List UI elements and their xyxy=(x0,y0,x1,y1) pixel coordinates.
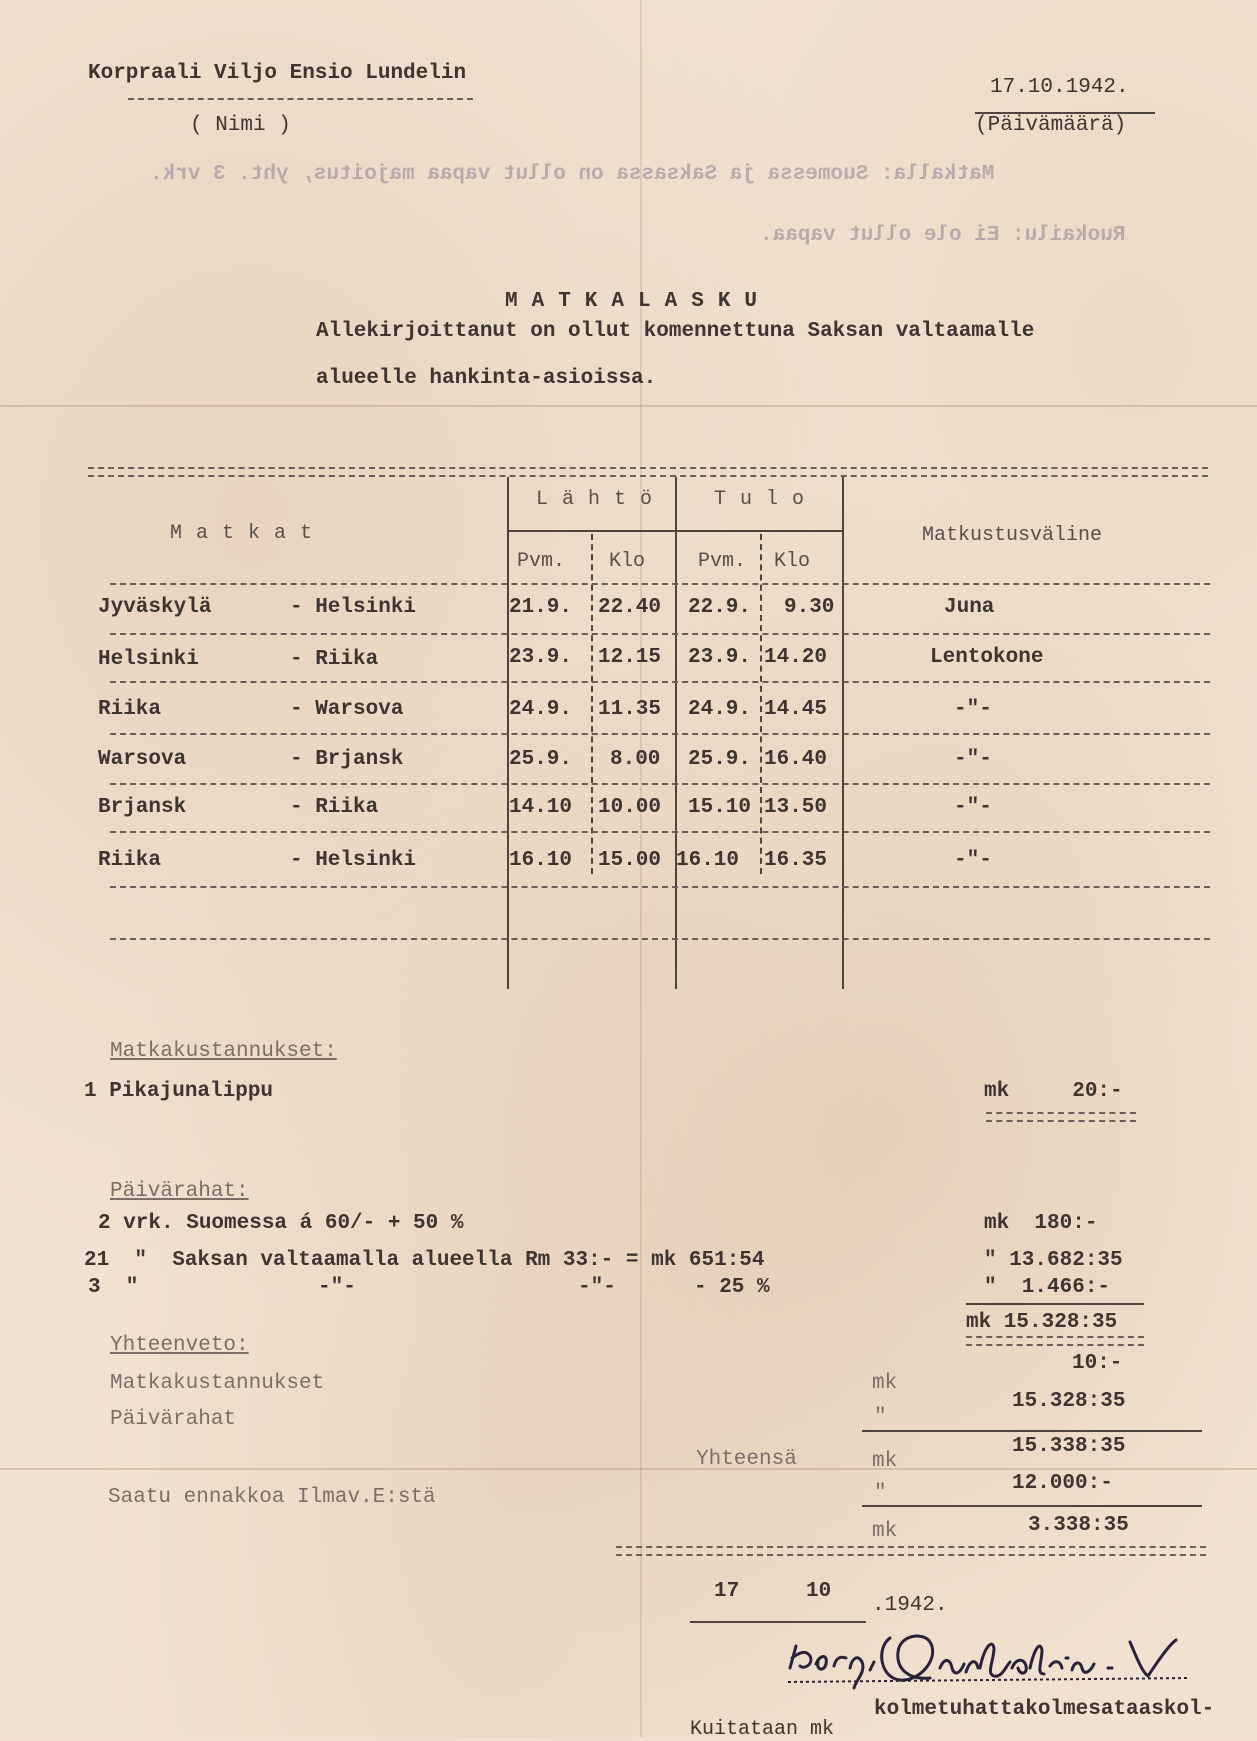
document-title: MATKALASKU xyxy=(505,290,772,313)
col-header-klo: Klo xyxy=(609,550,646,573)
summary-balance-unit: mk xyxy=(872,1520,898,1543)
date-label: (Päivämäärä) xyxy=(975,114,1127,137)
summary-costs-unit: mk xyxy=(872,1372,898,1395)
cell-vehicle: -"- xyxy=(954,698,992,721)
sign-date-month: 10 xyxy=(806,1580,832,1603)
cost-item: 1 Pikajunalippu xyxy=(84,1080,274,1103)
allowance-line-ditto: -"- xyxy=(318,1276,356,1299)
person-name: Korpraali Viljo Ensio Lundelin xyxy=(88,62,467,85)
row-rule xyxy=(110,886,1210,888)
cell-dep-date: 16.10 xyxy=(509,849,573,872)
table-divider xyxy=(760,534,762,874)
purpose-line: Allekirjoittanut on ollut komennettuna Saksan valtaamalle xyxy=(316,320,1035,343)
cell-dep-date: 25.9. xyxy=(509,748,573,771)
allowance-line-ditto: -"- xyxy=(578,1276,616,1299)
cell-to: - Helsinki xyxy=(290,596,417,619)
bleed-through-text: Matkalla: Suomessa ja Saksassa on ollut vapaa majoitus, yht. 3 vrk. xyxy=(150,163,995,186)
summary-allowance-unit: " xyxy=(874,1406,887,1429)
cell-to: - Warsova xyxy=(290,698,404,721)
row-rule xyxy=(110,733,1210,735)
cell-arr-date: 22.9. xyxy=(688,596,752,619)
row-rule xyxy=(110,783,1210,785)
sum-rule xyxy=(862,1505,1202,1507)
double-rule xyxy=(966,1336,1144,1346)
cell-vehicle: Juna xyxy=(944,596,995,619)
cell-from: Jyväskylä xyxy=(98,596,212,619)
purpose-line: alueelle hankinta-asioissa. xyxy=(316,367,657,390)
allowances-total: mk 15.328:35 xyxy=(966,1311,1118,1334)
bleed-through-text: Ruokailu: Ei ole ollut vapaa. xyxy=(760,224,1126,247)
cell-from: Brjansk xyxy=(98,796,187,819)
cell-dep-time: 12.15 xyxy=(598,646,662,669)
cell-arr-time: 14.20 xyxy=(764,646,828,669)
table-divider xyxy=(591,534,593,874)
cell-to: - Helsinki xyxy=(290,849,417,872)
cell-dep-date: 23.9. xyxy=(509,646,573,669)
cell-dep-time: 10.00 xyxy=(598,796,662,819)
cell-dep-time: 11.35 xyxy=(598,698,662,721)
fold-line xyxy=(0,1468,1257,1470)
cell-dep-time: 15.00 xyxy=(598,849,662,872)
cell-to: - Riika xyxy=(290,648,379,671)
allowance-line-ditto: - 25 % xyxy=(694,1276,770,1299)
cell-arr-time: 14.45 xyxy=(764,698,828,721)
col-header-pvm: Pvm. xyxy=(698,550,747,573)
underline xyxy=(128,98,473,100)
allowance-amount: mk 180:- xyxy=(984,1212,1098,1235)
cell-vehicle: -"- xyxy=(954,796,992,819)
cell-arr-date: 16.10 xyxy=(676,849,740,872)
summary-heading: Yhteenveto: xyxy=(110,1334,249,1357)
document-date: 17.10.1942. xyxy=(990,76,1129,99)
receipt-label: Kuitataan mk xyxy=(690,1718,835,1741)
cell-from: Warsova xyxy=(98,748,187,771)
cell-arr-time: 9.30 xyxy=(784,596,835,619)
table-top-rule xyxy=(88,467,1208,477)
cell-from: Riika xyxy=(98,698,162,721)
header-rule xyxy=(507,530,842,532)
cell-arr-date: 15.10 xyxy=(688,796,752,819)
col-header-lahto: Lähtö xyxy=(536,488,667,511)
cell-dep-date: 14.10 xyxy=(509,796,573,819)
cell-dep-time: 8.00 xyxy=(610,748,661,771)
receipt-text: kolmetuhattakolmesataaskol- xyxy=(874,1698,1215,1721)
allowance-amount: " 1.466:- xyxy=(984,1276,1111,1299)
row-rule xyxy=(110,938,1210,940)
summary-advance-unit: " xyxy=(874,1482,887,1505)
double-rule xyxy=(616,1546,1206,1556)
sign-date-year: .1942. xyxy=(872,1594,948,1617)
cell-arr-time: 16.40 xyxy=(764,748,828,771)
col-header-pvm: Pvm. xyxy=(517,550,566,573)
summary-total-label: Yhteensä xyxy=(696,1448,797,1471)
cell-vehicle: -"- xyxy=(954,849,992,872)
double-rule xyxy=(986,1112,1136,1122)
cell-arr-time: 13.50 xyxy=(764,796,828,819)
cell-to: - Brjansk xyxy=(290,748,404,771)
allowance-line: 21 " Saksan valtaamalla alueella Rm 33:- = mk 651:54 xyxy=(84,1249,765,1272)
summary-costs-amount: 10:- xyxy=(1072,1352,1123,1375)
allowances-heading: Päivärahat: xyxy=(110,1180,249,1203)
cell-dep-time: 22.40 xyxy=(598,596,662,619)
cell-from: Helsinki xyxy=(98,648,199,671)
summary-allowance-label: Päivärahat xyxy=(110,1408,237,1431)
sum-rule xyxy=(966,1303,1144,1305)
cell-vehicle: Lentokone xyxy=(930,646,1044,669)
summary-balance-amount: 3.338:35 xyxy=(1028,1514,1129,1537)
name-label: ( Nimi ) xyxy=(190,114,291,137)
col-header-valine: Matkustusväline xyxy=(922,524,1103,547)
row-rule xyxy=(110,831,1210,833)
col-header-tulo: Tulo xyxy=(714,488,819,511)
row-rule xyxy=(110,633,1210,635)
sum-rule xyxy=(862,1430,1202,1432)
row-rule xyxy=(110,583,1210,585)
cost-item-amount: mk 20:- xyxy=(984,1080,1123,1103)
costs-heading: Matkakustannukset: xyxy=(110,1040,337,1063)
cell-from: Riika xyxy=(98,849,162,872)
allowance-line-ditto: 3 " xyxy=(88,1276,139,1299)
allowance-line: 2 vrk. Suomessa á 60/- + 50 % xyxy=(98,1212,464,1235)
col-header-klo: Klo xyxy=(774,550,811,573)
signature-image xyxy=(780,1618,1240,1698)
cell-arr-date: 23.9. xyxy=(688,646,752,669)
summary-advance-label: Saatu ennakkoa Ilmav.E:stä xyxy=(108,1486,436,1509)
summary-total-unit: mk xyxy=(872,1450,898,1473)
cell-vehicle: -"- xyxy=(954,748,992,771)
sign-date-day: 17 xyxy=(714,1580,740,1603)
cell-to: - Riika xyxy=(290,796,379,819)
cell-arr-date: 25.9. xyxy=(688,748,752,771)
cell-dep-date: 24.9. xyxy=(509,698,573,721)
cell-dep-date: 21.9. xyxy=(509,596,573,619)
col-header-matkat: Matkat xyxy=(170,522,327,545)
cell-arr-time: 16.35 xyxy=(764,849,828,872)
allowance-amount: " 13.682:35 xyxy=(984,1249,1123,1272)
row-rule xyxy=(110,681,1210,683)
summary-allowance-amount: 15.328:35 xyxy=(1012,1390,1126,1413)
fold-line xyxy=(0,405,1257,407)
summary-costs-label: Matkakustannukset xyxy=(110,1372,325,1395)
summary-total-amount: 15.338:35 xyxy=(1012,1435,1126,1458)
summary-advance-amount: 12.000:- xyxy=(1012,1472,1113,1495)
cell-arr-date: 24.9. xyxy=(688,698,752,721)
